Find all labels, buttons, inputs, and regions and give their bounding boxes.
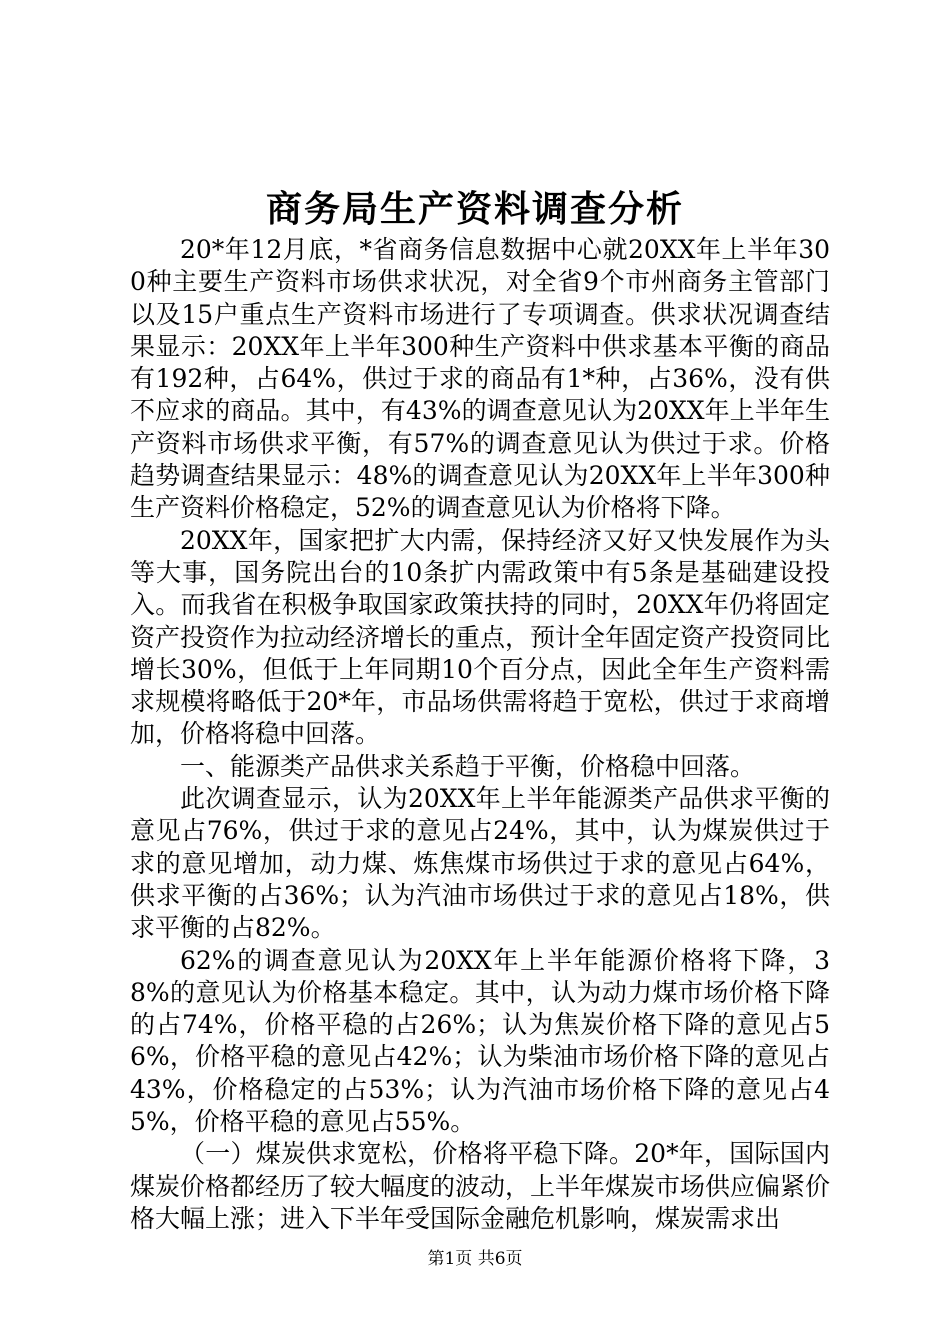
- paragraph: 此次调查显示，认为20XX年上半年能源类产品供求平衡的意见占76%，供过于求的意见占24%，其中，认为煤炭供过于求的意见增加，动力煤、炼焦煤市场供过于求的意见占64%，供求平衡的占36%；认为汽油市场供过于求的意见占18%，供求平衡的占82%。: [130, 784, 830, 943]
- document-body: [130, 234, 830, 1235]
- paragraph: （一）煤炭供求宽松，价格将平稳下降。20*年，国际国内煤炭价格都经历了较大幅度的波动，上半年煤炭市场供应偏紧价格大幅上涨；进入下半年受国际金融危机影响，煤炭需求出: [130, 1139, 831, 1233]
- document-title: 商务局生产资料调查分析: [265, 188, 684, 230]
- page-number-footer: 第1页 共6页: [427, 1249, 523, 1269]
- paragraph: 20*年12月底，*省商务信息数据中心就20XX年上半年300种主要生产资料市场供求状况，对全省9个市州商务主管部门以及15户重点生产资料市场进行了专项调查。供求状况调查结果显示：20XX年上半年300种生产资料中供求基本平衡的商品有192种，占64%，供过于求的商品有1*种，占36%，没有供不应求的商品。其中，有43%的调查意见认为20XX年上半年生产资料市场供求平衡，有57%的调查意见认为供过于求。价格趋势调查结果显示：48%的调查意见认为20XX年上半年300种生产资料价格稳定，52%的调查意见认为价格将下降。: [130, 235, 830, 523]
- section-heading: 一、能源类产品供求关系趋于平衡，价格稳中回落。: [180, 751, 756, 781]
- paragraph: 20XX年，国家把扩大内需，保持经济又好又快发展作为头等大事，国务院出台的10条扩内需政策中有5条是基础建设投入。而我省在积极争取国家政策扶持的同时，20XX年仍将固定资产投资作为拉动经济增长的重点，预计全年固定资产投资同比增长30%，但低于上年同期10个百分点，因此全年生产资料需求规模将略低于20*年，市品场供需将趋于宽松，供过于求商增加，价格将稳中回落。: [130, 525, 831, 749]
- paragraph: 62%的调查意见认为20XX年上半年能源价格将下降，38%的意见认为价格基本稳定。其中，认为动力煤市场价格下降的占74%，价格平稳的占26%；认为焦炭价格下降的意见占56%，价格平稳的意见占42%；认为柴油市场价格下降的意见占43%，价格稳定的占53%；认为汽油市场价格下降的意见占45%，价格平稳的意见占55%。: [130, 945, 830, 1137]
